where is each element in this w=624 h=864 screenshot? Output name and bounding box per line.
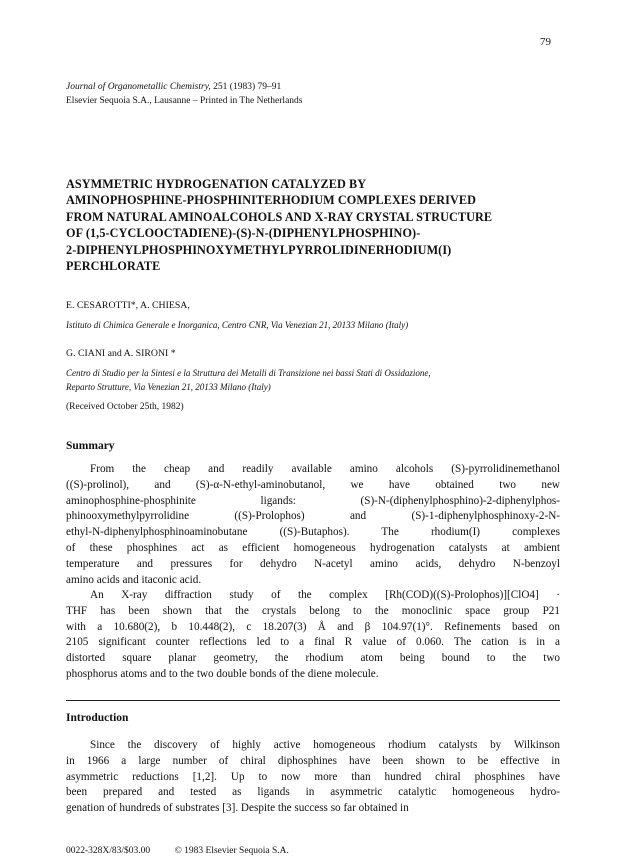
text-line: THF has been shown that the crystals belong to the monoclinic space group P21 <box>66 604 560 617</box>
authors-group-1: E. CESAROTTI*, A. CHIESA, <box>66 300 190 311</box>
journal-reference <box>66 80 302 108</box>
title-line: PERCHLORATE <box>66 259 161 274</box>
journal-citation: 251 (1983) 79–91 <box>213 82 282 92</box>
text-line: aminophosphine-phosphinite ligands: (S)-N-(diphenylphosphino)-2-diphenylphos- <box>66 494 560 507</box>
title-line: OF (1,5-CYCLOOCTADIENE)-(S)-N-(DIPHENYLPHOSPHINO)- <box>66 226 421 241</box>
text-line: 2105 significant counter reflections led to a final R value of 0.060. The cation is in a <box>66 636 560 649</box>
title-line: AMINOPHOSPHINE-PHOSPHINITERHODIUM COMPLEXES DERIVED <box>66 193 477 208</box>
summary-heading: Summary <box>66 440 115 452</box>
affiliation-2 <box>66 366 566 394</box>
received-date: (Received October 25th, 1982) <box>66 402 184 412</box>
authors-group-2: G. CIANI and A. SIRONI * <box>66 348 176 359</box>
journal-name: Journal of Organometallic Chemistry, <box>66 82 211 92</box>
introduction-heading: Introduction <box>66 712 129 724</box>
affiliation-line: Reparto Strutture, Via Venezian 21, 20133 Milano (Italy) <box>66 382 271 392</box>
publisher-line: Elsevier Sequoia S.A., Lausanne – Printed in The Netherlands <box>66 96 303 106</box>
text-line: An X-ray diffraction study of the complex [Rh(COD)((S)-Prolophos)][ClO4] · <box>90 589 560 601</box>
text-line: asymmetric reductions [1,2]. Up to now more than hundred chiral phosphines have <box>66 770 560 783</box>
text-line: with a 10.680(2), b 10.448(2), c 18.207(3) Å and β 104.97(1)°. Refinements based on <box>66 620 560 633</box>
text-line: in 1966 a large number of chiral diphosphines have been shown to be effective in <box>66 754 560 767</box>
affiliation-line: Centro di Studio per la Sintesi e la Struttura dei Metalli di Transizione nei bassi Stati di Ossidazione, <box>66 368 431 378</box>
page-number: 79 <box>540 36 551 48</box>
text-line: been prepared and tested as ligands in asymmetric catalytic homogeneous hydro- <box>66 786 560 799</box>
introduction-paragraph <box>66 738 560 817</box>
text-line: ((S)-prolinol), and (S)-α-N-ethyl-aminobutanol, we have obtained two new <box>66 478 560 491</box>
text-line: phinooxymethylpyrrolidine ((S)-Prolophos) and (S)-1-diphenylphosphinoxy-2-N- <box>66 510 560 523</box>
section-divider <box>66 700 560 701</box>
text-line: genation of hundreds of substrates [3]. Despite the success so far obtained in <box>66 802 409 815</box>
copyright-notice: © 1983 Elsevier Sequoia S.A. <box>174 846 289 856</box>
issn-code: 0022-328X/83/$03.00 <box>66 846 151 856</box>
text-line: From the cheap and readily available amino alcohols (S)-pyrrolidinemethanol <box>90 463 560 475</box>
page-footer <box>66 846 311 856</box>
affiliation-1: Istituto di Chimica Generale e Inorganica, Centro CNR, Via Venezian 21, 20133 Milano (Italy) <box>66 320 409 330</box>
title-line: 2-DIPHENYLPHOSPHINOXYMETHYLPYRROLIDINERHODIUM(I) <box>66 242 452 257</box>
text-line: temperature and pressures for dehydro N-acetyl amino acids, dehydro N-benzoyl <box>66 557 560 570</box>
article-title <box>66 176 566 274</box>
text-line: phosphorus atoms and to the two double bonds of the diene molecule. <box>66 667 379 680</box>
text-line: distorted square planar geometry, the rhodium atom being bound to the two <box>66 652 560 665</box>
text-line: ethyl-N-diphenylphosphinoaminobutane ((S)-Butaphos). The rhodium(I) complexes <box>66 526 560 539</box>
text-line: of these phosphines act as efficient homogeneous hydrogenation catalysts at ambient <box>66 541 560 554</box>
summary-paragraph-2 <box>66 588 560 683</box>
title-line: FROM NATURAL AMINOALCOHOLS AND X-RAY CRYSTAL STRUCTURE <box>66 209 493 224</box>
summary-paragraph-1 <box>66 462 560 588</box>
text-line: amino acids and itaconic acid. <box>66 573 202 586</box>
title-line: ASYMMETRIC HYDROGENATION CATALYZED BY <box>66 177 367 191</box>
text-line: Since the discovery of highly active homogeneous rhodium catalysts by Wilkinson <box>90 739 560 751</box>
